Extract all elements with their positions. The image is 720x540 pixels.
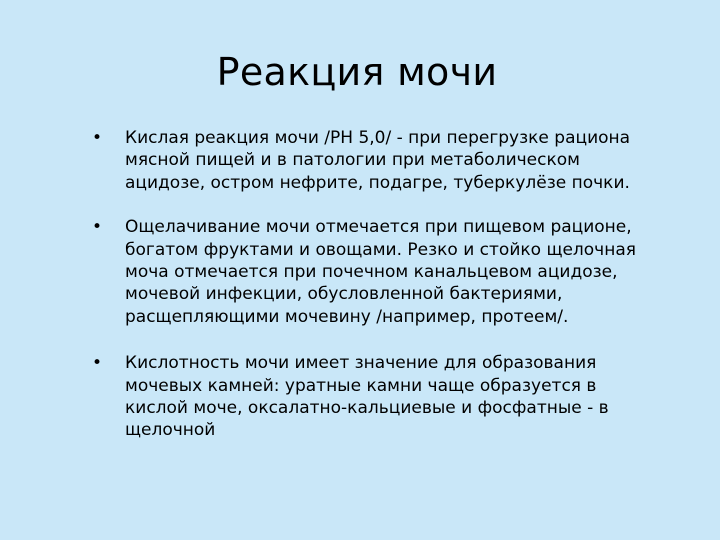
bullet-text-line: моча отмечается при почечном канальцевом ацидозе, — [125, 262, 618, 283]
bullet-text-line: богатом фруктами и овощами. Резко и стойко щелочная — [125, 239, 636, 260]
slide-title-text: Реакция мочи — [216, 50, 498, 94]
bullet-text-line: Кислая реакция мочи /PH 5,0/ - при перегрузке рациона — [125, 128, 631, 148]
bullet-text-line: мочевых камней: уратные камни чаще образуется в — [125, 375, 597, 396]
bullet-text-line: ацидозе, остром нефрите, подагре, туберкулёзе почки. — [125, 172, 630, 193]
bullet-text-line: Ощелачивание мочи отмечается при пищевом рационе, — [125, 217, 632, 238]
bullet-text-line: мочевой инфекции, обусловленной бактериями, — [125, 284, 563, 305]
bullet-dot-icon: • — [92, 353, 103, 374]
bullet-text-line: мясной пищей и в патологии при метаболическом — [125, 150, 580, 171]
bullet-text-line: расщепляющими мочевину /например, протеем/. — [125, 306, 569, 327]
bullet-text-line: Кислотность мочи имеет значение для образования — [125, 353, 597, 374]
bullet-item-stones — [92, 352, 692, 442]
bullet-item-alkaline — [92, 216, 692, 328]
bullet-text-line: кислой моче, оксалатно-кальциевые и фосфатные - в — [125, 398, 609, 419]
bullet-item-acidic — [92, 127, 692, 194]
bullet-text-line: щелочной — [125, 420, 216, 441]
slide-title — [0, 44, 720, 100]
bullet-dot-icon: • — [92, 217, 103, 238]
bullet-list — [92, 127, 692, 466]
bullet-dot-icon: • — [92, 128, 103, 148]
